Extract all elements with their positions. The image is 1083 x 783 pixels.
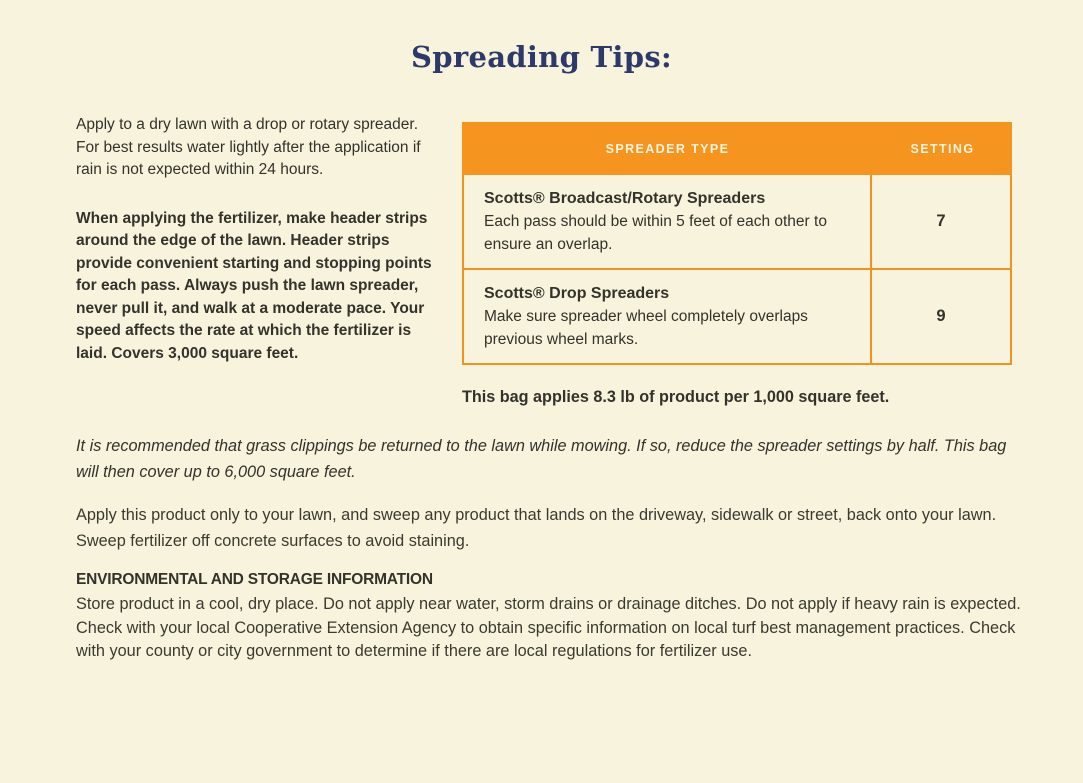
page-title: Spreading Tips: bbox=[411, 40, 672, 74]
grass-clippings-paragraph: It is recommended that grass clippings be returned to the lawn while mowing. If so, reduce the spreader settings by half. This bag will then cover up to 6,000 square feet. bbox=[76, 437, 1007, 481]
sweep-product-paragraph: Apply this product only to your lawn, and sweep any product that lands on the driveway, sidewalk or street, back onto your lawn. Sweep fertilizer off concrete surfaces to avoid staining. bbox=[76, 506, 997, 550]
spreader-type-cell bbox=[464, 175, 870, 268]
column-header-setting: SETTING bbox=[910, 141, 975, 156]
spreader-name: Scotts® Broadcast/Rotary Spreaders bbox=[484, 190, 766, 207]
setting-value-cell: 9 bbox=[870, 270, 1010, 363]
table-header-row bbox=[462, 122, 1012, 175]
spreader-name: Scotts® Drop Spreaders bbox=[484, 285, 670, 302]
table-row bbox=[464, 175, 1010, 270]
table-row bbox=[464, 270, 1010, 363]
header-strips-paragraph: When applying the fertilizer, make header strips around the edge of the lawn. Header strips provide convenient starting and stopping points for each pass. Always push the lawn spreader, never pull it, and walk at a moderate pace. Your speed affects the rate at which the fertilizer is laid. Covers 3,000 square feet. bbox=[76, 209, 432, 362]
table-body bbox=[462, 175, 1012, 365]
spreader-settings-table bbox=[462, 122, 1012, 365]
apply-instructions-paragraph: Apply to a dry lawn with a drop or rotary spreader. For best results water lightly after the application if rain is not expected within 24 hours. bbox=[76, 116, 421, 178]
spreader-description: Each pass should be within 5 feet of each other to ensure an overlap. bbox=[484, 213, 827, 253]
spreader-type-cell bbox=[464, 270, 870, 363]
left-text-column bbox=[76, 114, 434, 365]
environmental-storage-heading: ENVIRONMENTAL AND STORAGE INFORMATION bbox=[76, 571, 433, 588]
environmental-storage-paragraph: Store product in a cool, dry place. Do not apply near water, storm drains or drainage ditches. Do not apply if heavy rain is expected. Check with your local Cooperative Extension Agency to obtain specific information on local turf best management practices. Check with your county or city government to determine if there are local regulations for fertilizer use. bbox=[76, 595, 1021, 660]
setting-value-cell: 7 bbox=[870, 175, 1010, 268]
application-rate-note: This bag applies 8.3 lb of product per 1,000 square feet. bbox=[462, 388, 890, 406]
column-header-spreader-type: SPREADER TYPE bbox=[605, 141, 730, 156]
spreader-description: Make sure spreader wheel completely overlaps previous wheel marks. bbox=[484, 308, 808, 348]
